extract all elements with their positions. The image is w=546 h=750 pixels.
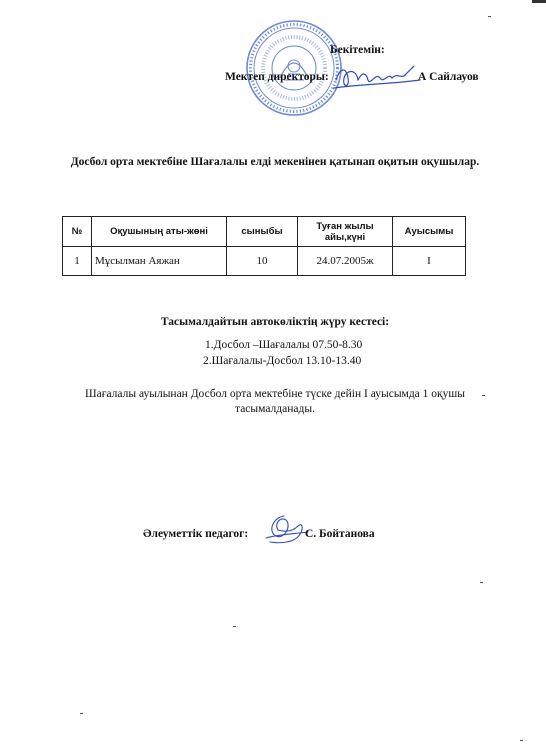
director-signature [332, 58, 422, 96]
pedagog-name: С. Бойтанова [305, 528, 375, 540]
schedule-title: Тасымалдайтын автокөліктің жүру кестесі: [160, 316, 390, 328]
scan-speck [480, 582, 483, 583]
cell-shift: I [393, 247, 466, 276]
cell-grade: 10 [227, 247, 298, 276]
col-grade-header: сыныбы [227, 217, 298, 247]
col-name-header: Оқушының аты-жөні [92, 217, 227, 247]
scan-speck [470, 168, 473, 169]
scan-speck [233, 626, 236, 627]
students-table [62, 216, 466, 276]
route-line-1: 1.Досбол –Шағалалы 07.50-8.30 [205, 339, 363, 351]
scan-speck [488, 16, 491, 17]
cell-birthdate: 24.07.2005ж [298, 247, 393, 276]
transport-note: Шағалалы ауылынан Досбол орта мектебіне түске дейін I ауысымда 1 оқушы тасымалданады. [85, 388, 465, 415]
director-name: А Сайлауов [418, 71, 479, 83]
scan-speck [520, 740, 523, 741]
scan-speck [80, 713, 83, 714]
cell-number: 1 [63, 247, 92, 276]
scan-corner-mark [532, 0, 546, 3]
round-stamp-seal [244, 18, 344, 118]
director-label: Мектеп директоры: [225, 71, 329, 83]
approve-label: Бекітемін: [330, 44, 385, 56]
col-shift-header: Ауысымы [393, 217, 466, 247]
pedagog-label: Әлеуметтік педагог: [143, 528, 249, 540]
col-number-header: № [63, 217, 92, 247]
table-header-row [63, 217, 466, 247]
table-row [63, 247, 466, 276]
scan-speck [482, 395, 485, 396]
col-birthdate-header: Туған жылы айы,күні [298, 217, 393, 247]
route-line-2: 2.Шағалалы-Досбол 13.10-13.40 [203, 355, 362, 367]
pedagog-signature [262, 512, 310, 548]
document-title: Досбол орта мектебіне Шағалалы елді мекенінен қатынап оқитын оқушылар. [70, 156, 480, 168]
cell-student-name: Мұсылман Аяжан [92, 247, 227, 276]
